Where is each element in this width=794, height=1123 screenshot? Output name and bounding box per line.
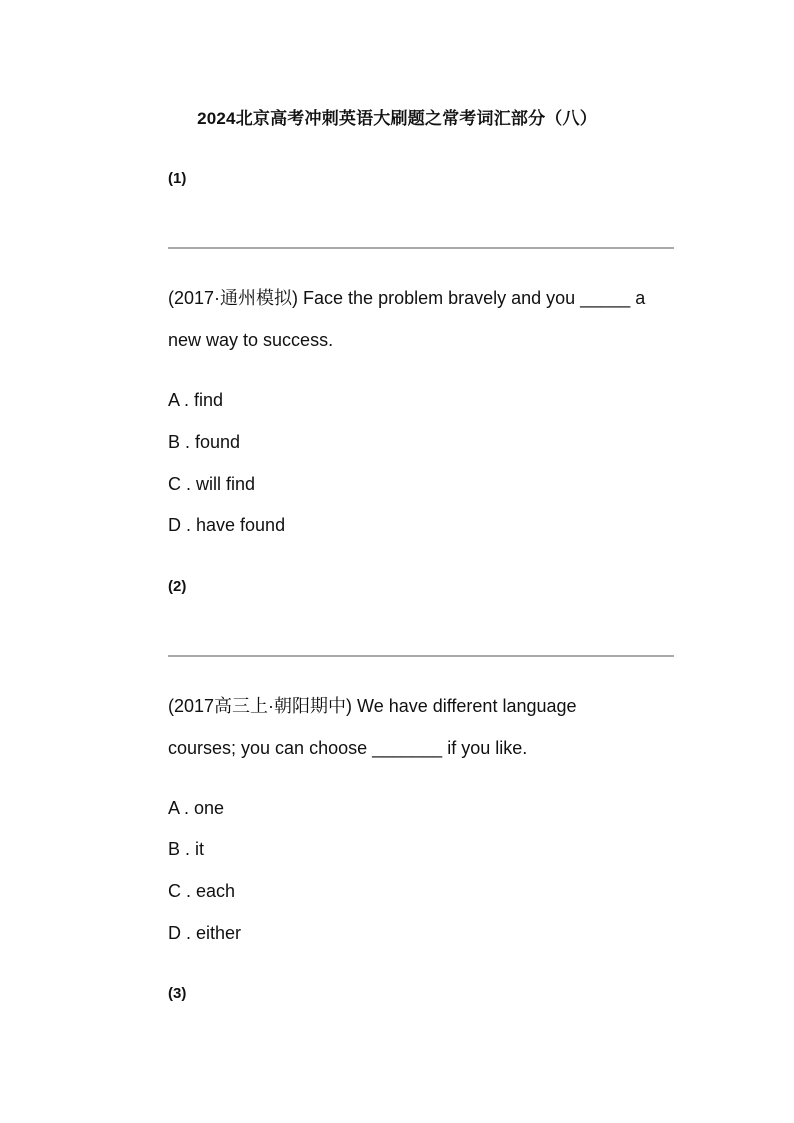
option-c: C . will find xyxy=(168,474,256,494)
option-b: B . it xyxy=(168,839,205,859)
option-c: C . each xyxy=(168,881,236,901)
option-d: D . either xyxy=(168,923,242,943)
answer-line xyxy=(168,655,674,657)
question-stem-line: new way to success. xyxy=(168,330,334,350)
option-a: A . find xyxy=(168,390,224,410)
option-a: A . one xyxy=(168,798,225,818)
question-number: (1) xyxy=(168,170,187,187)
document-title: 2024北京高考冲刺英语大刷题之常考词汇部分（八） xyxy=(197,109,597,128)
question-number: (3) xyxy=(168,985,187,1002)
question-number: (2) xyxy=(168,578,187,595)
question-stem-line: courses; you can choose _______ if you like. xyxy=(168,738,528,758)
option-d: D . have found xyxy=(168,515,286,535)
question-stem-line: (2017高三上·朝阳期中) We have different language xyxy=(168,696,577,716)
option-b: B . found xyxy=(168,432,241,452)
question-stem-line: (2017·通州模拟) Face the problem bravely and you _____ a xyxy=(168,288,646,308)
answer-line xyxy=(168,247,674,249)
